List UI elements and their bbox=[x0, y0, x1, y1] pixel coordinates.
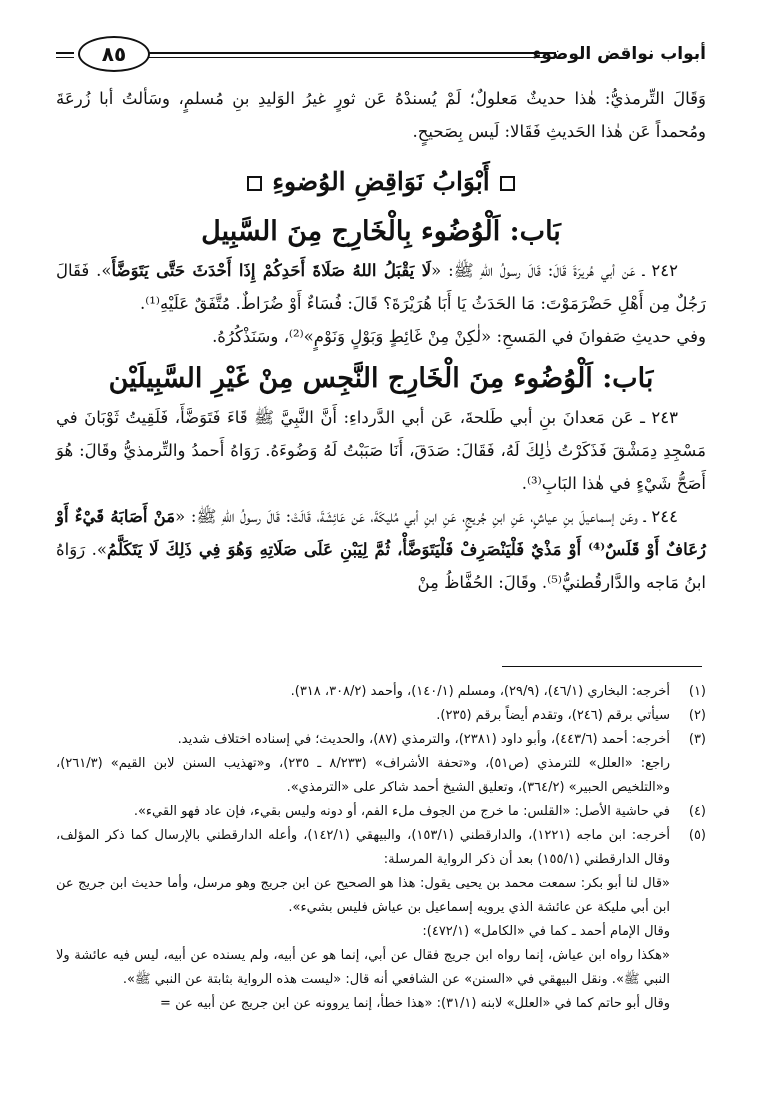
footnote bbox=[56, 728, 706, 752]
footnote-number: (٣) bbox=[688, 732, 706, 747]
hadith-244-rest: ». رَوَاهُ ابنُ مَاجه والدَّارقُطنيُّ⁽⁵⁾. وقَالَ: الحُفَّاظُ مِنْ bbox=[56, 540, 706, 592]
square-bullet-icon bbox=[500, 176, 515, 191]
square-bullet-icon bbox=[247, 176, 262, 191]
footnote-continuation: «هكذا رواه ابن عياش، إنما رواه ابن جريج فقال عن أبي، إنما هو عن أبيه، ولم يسنده عن أبيه، ليس فيه عائشة ولا النبي ﷺ». ونقل البيهقي في «السنن» عن الشافعي أنه قال: «ليست هذه الرواية بثابتة عن النبي ﷺ». bbox=[56, 948, 670, 987]
hadith-244-intro: ٢٤٤ ـ وعَن إسماعيلَ بنِ عياشٍ، عَنِ ابنِ جُريجٍ، عَنِ ابنِ أبي مُليكَةَ، عَن عَائِشَةَ، قَالَتْ: قَالَ رسولُ اللهِ ﷺ: « bbox=[175, 507, 679, 526]
footnote-continuation: وقال الإمام أحمد ـ كما في «الكامل» (٤٧٢/١): bbox=[422, 924, 670, 939]
footnote-text: أخرجه: ابن ماجه (١٢٢١)، والدارقطني (١٥٣/١)، والبيهقي (١٤٢/١)، وأعله الدارقطني بالإرسال كما ذكر المؤلف، وقال الدارقطني (١٥٥/١) بعد أن ذكر الرواية المرسلة: bbox=[56, 828, 670, 867]
hadith-244 bbox=[56, 500, 706, 599]
section-title bbox=[56, 158, 706, 206]
footnote-text: أخرجه: أحمد (٤٤٣/٦)، وأبو داود (٢٣٨١)، والترمذي (٨٧)، والحديث؛ في إسناده اختلاف شديد. bbox=[177, 732, 670, 747]
section-title-text: أَبْوَابُ نَوَاقِضِ الوُضوءِ bbox=[272, 167, 490, 196]
footnote-text: سيأتي برقم (٢٤٦)، وتقدم أيضاً برقم (٢٣٥). bbox=[436, 708, 670, 723]
footnote bbox=[56, 824, 706, 872]
running-header bbox=[56, 36, 706, 76]
hadith-242 bbox=[56, 254, 706, 320]
header-rule bbox=[148, 52, 556, 58]
footnote-continuation: وقال أبو حاتم كما في «العلل» لابنه (٣١/١): «هذا خطأ، إنما يروونه عن ابن جريج عن أبيه عن = bbox=[160, 996, 670, 1011]
safwan-paragraph: وفي حديثِ صَفوانَ في المَسحِ: «لٰكِنْ مِنْ غَائِطٍ وَبَوْلٍ وَنَوْمٍ»⁽²⁾، وسَنَذْكُرُهُ. bbox=[212, 327, 706, 346]
main-text bbox=[56, 82, 706, 599]
footnote-number: (٥) bbox=[688, 828, 706, 843]
hadith-244-quote: مَنْ أَصَابَهُ قَيْءٌ أَوْ رُعَافٌ أَوْ قَلَسٌ⁽⁴⁾ أَوْ مَذْيٌ فَلْيَنْصَرِفْ فَلْيَتَوَضَّأْ، ثُمَّ لِيَبْنِ عَلَى صَلَاتِهِ وَهُوَ فِي ذَلِكَ لَا يَتَكَلَّمُ bbox=[56, 507, 707, 559]
footnote-number: (١) bbox=[688, 684, 706, 699]
hadith-242-intro: ٢٤٢ ـ عَن أبي هُريرَةَ قَالَ: قَالَ رسولُ اللهِ ﷺ: « bbox=[431, 261, 678, 280]
footnote bbox=[56, 680, 706, 704]
footnote-continuation: «قال لنا أبو بكر: سمعت محمد بن يحيى يقول: هذا هو الصحيح عن ابن جريج وهو مرسل، وأما حديث ابن جريج عن ابن أبي مليكة عن عائشة الذي يرويه إسماعيل بن عياش فليس بشيء». bbox=[56, 876, 670, 915]
hadith-243: ٢٤٣ ـ عَن مَعدانَ بنِ أبي طَلحةَ، عَن أبي الدَّرداءِ: أَنَّ النَّبِيَّ ﷺ قَاءَ فَتَوَضَّأَ، فَلَقِيتُ ثَوْبَانَ في مَسْجِدِ دِمَشْقَ فَذَكَرْتُ ذٰلِكَ لَهُ، فَقَالَ: صَدَقَ، أَنَا صَبَبْتُ لَهُ وَضُوءَهُ. رَوَاهُ أَحمدُ والتِّرمذيُّ وقَالَ: هُوَ أَصَحُّ شَيْءٍ في هٰذا البَابِ⁽³⁾. bbox=[56, 408, 706, 493]
chapter-title-1: بَاب: اَلْوُضُوء بِالْخَارِج مِنَ السَّبِيل bbox=[201, 216, 561, 247]
footnote-number: (٢) bbox=[688, 708, 706, 723]
hadith-242-rest: ». فَقَالَ رَجُلٌ مِن أَهْلِ حَضْرَمَوْتَ: مَا الحَدَثُ يَا أَبَا هُرَيْرَةَ؟ قَالَ: فُسَاءٌ أَوْ ضُرَاطٌ. مُتَّفَقٌ عَلَيْهِ⁽¹⁾. bbox=[56, 261, 706, 313]
footnote bbox=[56, 800, 706, 824]
footnote bbox=[56, 704, 706, 728]
chapter-title-2: بَاب: اَلْوُضُوء مِنَ الْخَارِج النَّجِس مِنْ غَيْرِ السَّبِيلَيْن bbox=[108, 363, 654, 394]
page-number: ٨٥ bbox=[78, 36, 150, 72]
header-title: أبواب نواقض الوضوء bbox=[532, 44, 706, 64]
footnote-text: في حاشية الأصل: «القلس: ما خرج من الجوف ملء الفم، أو دونه وليس بقيء، فإن عاد فهو القيء». bbox=[133, 804, 670, 819]
footnote-continuation: راجع: «العلل» للترمذي (ص٥١)، و«تحفة الأشراف» (٨/٢٣٣ ـ ٢٣٥)، و«تهذيب السنن لابن القيم» (٢٦١/٣)، و«التلخيص الحبير» (٣٦٤/٢)، وتعليق الشيخ أحمد شاكر على «الترمذي». bbox=[56, 756, 671, 795]
intro-paragraph: وَقَالَ التِّرمذيُّ: هٰذا حديثٌ مَعلولٌ؛ لَمْ يُسندْهُ عَن ثورٍ غيرُ الوَليدِ بنِ مُسلمٍ، وسَألتُ أبا زُرعَةَ ومُحمداً عَن هٰذا الحَديثِ فَقَالا: لَيس بِصَحيحٍ. bbox=[56, 89, 706, 141]
header-rule-end bbox=[56, 52, 74, 58]
hadith-242-quote: لَا يَقْبَلُ اللهُ صَلَاةَ أَحَدِكُمْ إِذَا أَحْدَثَ حَتَّى يَتَوَضَّأَ bbox=[111, 261, 432, 280]
footnote-text: أخرجه: البخاري (٤٦/١)، (٢٩/٩)، ومسلم (١٤٠/١)، وأحمد (٣٠٨/٢، ٣١٨). bbox=[290, 684, 670, 699]
footnote-divider bbox=[502, 666, 702, 667]
footnotes bbox=[56, 680, 706, 1016]
footnote-number: (٤) bbox=[688, 804, 706, 819]
